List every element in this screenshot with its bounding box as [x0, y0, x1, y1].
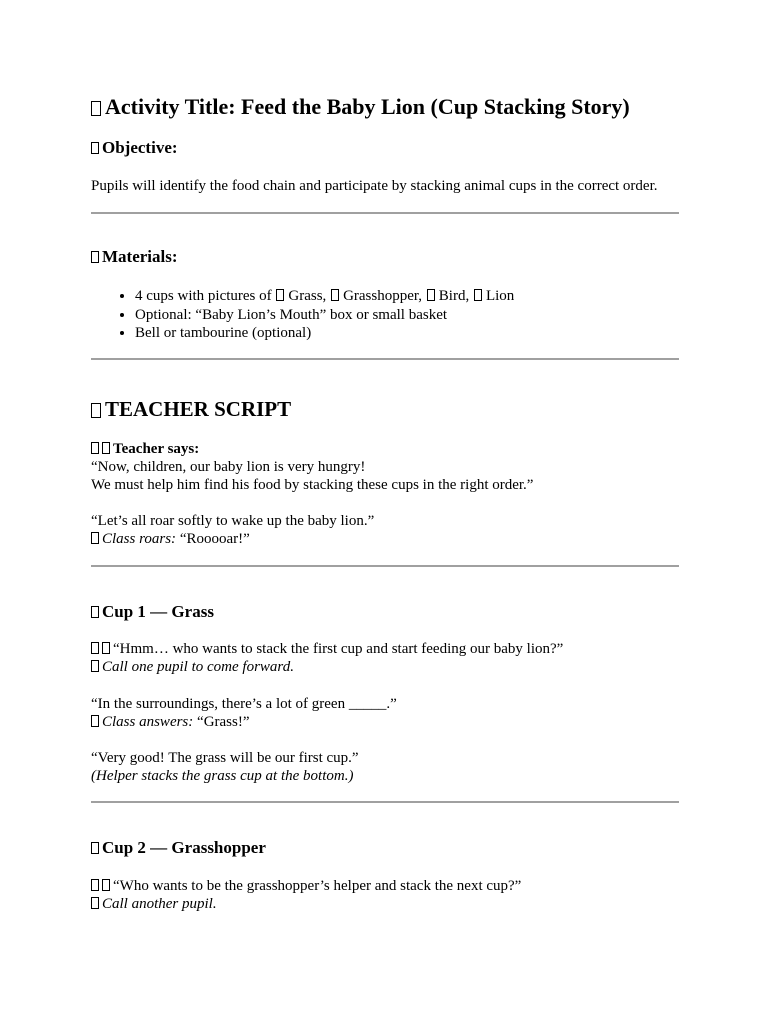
cup2-action: Call another pupil. [91, 895, 679, 913]
teacher-says-label: Teacher says: [91, 440, 679, 458]
teacher-emoji-icon [91, 879, 99, 891]
grasshopper-emoji-icon [331, 289, 339, 301]
answer-emoji-icon [91, 715, 99, 727]
grass-emoji-icon [276, 289, 284, 301]
teacher-emoji-icon [102, 642, 110, 654]
script-emoji-icon [91, 403, 101, 418]
activity-title: Activity Title: Feed the Baby Lion (Cup Stacking Story) [91, 92, 679, 122]
cup2-prompt: “Who wants to be the grasshopper’s helper and stack the next cup?” [91, 877, 679, 895]
cup2-heading: Cup 2 — Grasshopper [91, 836, 679, 860]
cup1-prompt: “Hmm… who wants to stack the first cup and start feeding our baby lion?” [91, 640, 679, 658]
pointing-emoji-icon [91, 897, 99, 909]
teacher-emoji-icon [102, 879, 110, 891]
objective-text: Pupils will identify the food chain and participate by stacking animal cups in the correct order. [91, 178, 658, 194]
divider [91, 358, 679, 360]
teacher-script-heading: TEACHER SCRIPT [91, 394, 679, 424]
cup1-action: Call one pupil to come forward. [91, 658, 679, 676]
cup1-emoji-icon [91, 606, 99, 618]
divider [91, 212, 679, 214]
roar-emoji-icon [91, 532, 99, 544]
script-line: “Let’s all roar softly to wake up the baby lion.” [91, 513, 375, 529]
objective-heading: Objective: [91, 136, 679, 160]
divider [91, 801, 679, 803]
class-roars-line: Class roars: “Rooooar!” [91, 530, 679, 548]
materials-emoji-icon [91, 251, 99, 263]
pointing-emoji-icon [91, 660, 99, 672]
bird-emoji-icon [427, 289, 435, 301]
teacher-emoji-icon [91, 642, 99, 654]
cup2-emoji-icon [91, 842, 99, 854]
materials-list [91, 287, 679, 343]
materials-item: • Optional: “Baby Lion’s Mouth” box or small basket [135, 306, 679, 325]
lion-emoji-icon [474, 289, 482, 301]
teacher-emoji-icon [91, 442, 99, 454]
cup1-answers: Class answers: “Grass!” [91, 713, 679, 731]
teacher-emoji-icon [102, 442, 110, 454]
script-line: We must help him find his food by stacking these cups in the right order.” [91, 477, 534, 493]
materials-item: • Bell or tambourine (optional) [135, 324, 679, 343]
materials-heading: Materials: [91, 245, 679, 269]
objective-emoji-icon [91, 142, 99, 154]
divider [91, 565, 679, 567]
cup1-heading: Cup 1 — Grass [91, 600, 679, 624]
cup1-praise: “Very good! The grass will be our first cup.” [91, 750, 359, 766]
script-line: “Now, children, our baby lion is very hungry! [91, 459, 366, 475]
cup1-question: “In the surroundings, there’s a lot of green _____.” [91, 696, 397, 712]
title-emoji-icon [91, 101, 101, 116]
cup1-helper: (Helper stacks the grass cup at the bottom.) [91, 768, 354, 784]
materials-item: • 4 cups with pictures of Grass, Grasshopper, Bird, Lion [135, 287, 679, 306]
